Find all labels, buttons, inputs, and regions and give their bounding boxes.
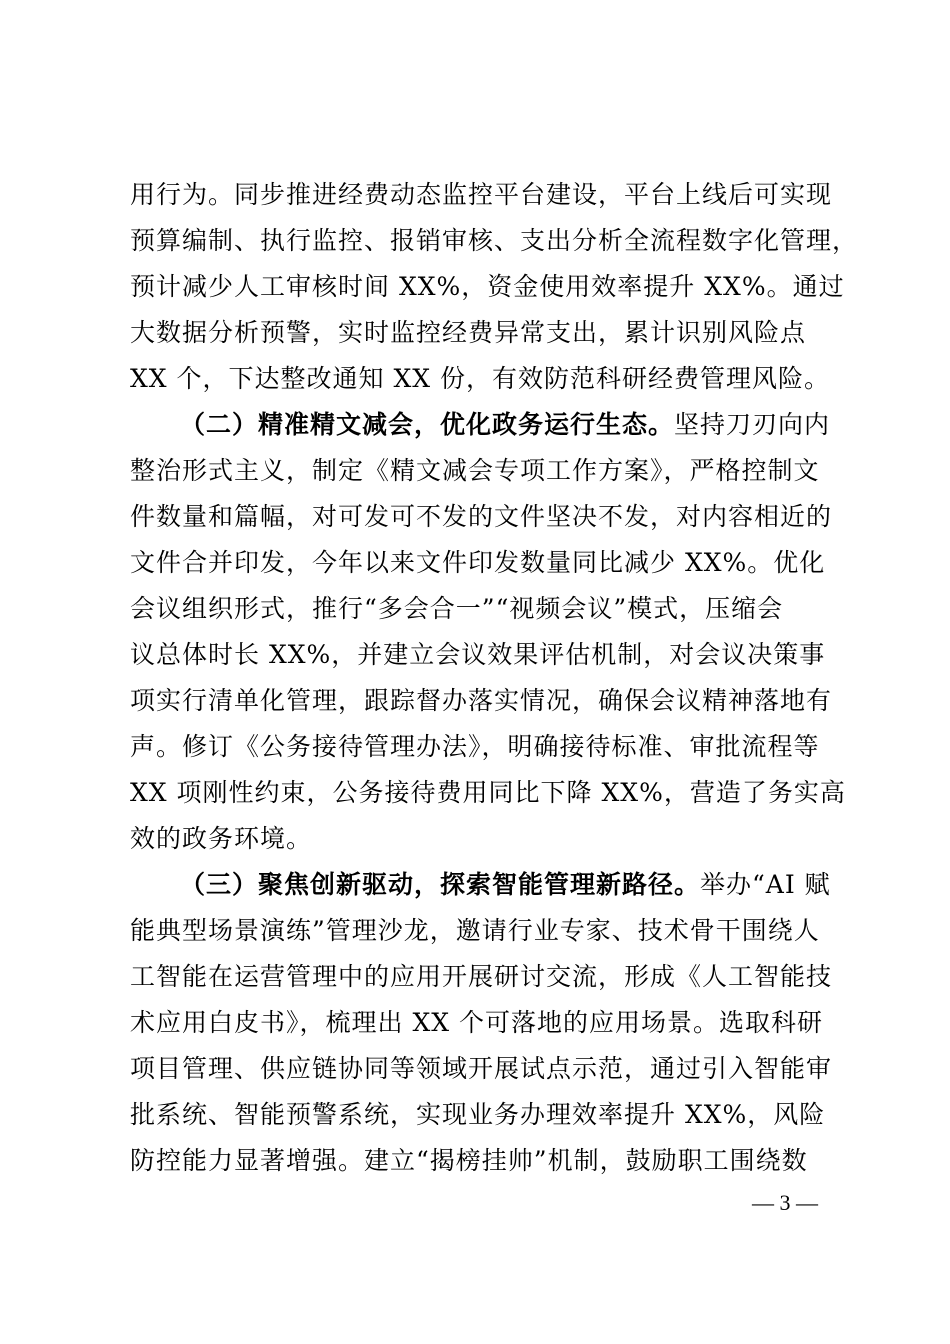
body-line: 预算编制、执行监控、报销审核、支出分析全流程数字化管理， <box>130 226 859 255</box>
section-two-lead-text: 坚持刀刃向内 <box>674 410 831 439</box>
body-line: 批系统、智能预警系统，实现业务办理效率提升 XX%，风险 <box>130 1100 826 1129</box>
body-line: 声。修订《公务接待管理办法》，明确接待标准、审批流程等 <box>130 732 820 761</box>
body-line: 效的政务环境。 <box>130 824 313 853</box>
body-line: 项实行清单化管理，跟踪督办落实情况，确保会议精神落地有 <box>130 686 833 715</box>
section-two-heading: （二）精准精文减会，优化政务运行生态。 <box>180 410 675 439</box>
body-line: 防控能力显著增强。建立“揭榜挂帅”机制，鼓励职工围绕数 <box>130 1146 808 1175</box>
body-line: 整治形式主义，制定《精文减会专项工作方案》，严格控制文 <box>130 456 820 485</box>
body-line: 会议组织形式，推行“多会合一”“视频会议”模式，压缩会 <box>130 594 784 623</box>
section-three-opening-line <box>180 862 831 908</box>
section-two-opening-line <box>180 402 831 448</box>
body-line: 议总体时长 XX%，并建立会议效果评估机制，对会议决策事 <box>130 640 826 669</box>
section-three-lead-text: 举办“AI 赋 <box>700 870 831 899</box>
body-line: 用行为。同步推进经费动态监控平台建设，平台上线后可实现 <box>130 180 833 209</box>
body-line: 工智能在运营管理中的应用开展研讨交流，形成《人工智能技 <box>130 962 833 991</box>
body-line: 件数量和篇幅，对可发可不发的文件坚决不发，对内容相近的 <box>130 502 833 531</box>
body-line: 项目管理、供应链协同等领域开展试点示范，通过引入智能审 <box>130 1054 833 1083</box>
body-line: 文件合并印发，今年以来文件印发数量同比减少 XX%。优化 <box>130 548 826 577</box>
body-line: XX 项刚性约束，公务接待费用同比下降 XX%，营造了务实高 <box>130 778 846 807</box>
body-line: 术应用白皮书》，梳理出 XX 个可落地的应用场景。选取科研 <box>130 1008 823 1037</box>
section-three-heading: （三）聚焦创新驱动，探索智能管理新路径。 <box>180 870 701 899</box>
body-line: 大数据分析预警，实时监控经费异常支出，累计识别风险点 <box>130 318 807 347</box>
body-line: 能典型场景演练”管理沙龙，邀请行业专家、技术骨干围绕人 <box>130 916 820 945</box>
body-line: XX 个，下达整改通知 XX 份，有效防范科研经费管理风险。 <box>130 364 831 393</box>
body-line: 预计减少人工审核时间 XX%，资金使用效率提升 XX%。通过 <box>130 272 845 301</box>
page-number: — 3 — <box>752 1190 818 1215</box>
